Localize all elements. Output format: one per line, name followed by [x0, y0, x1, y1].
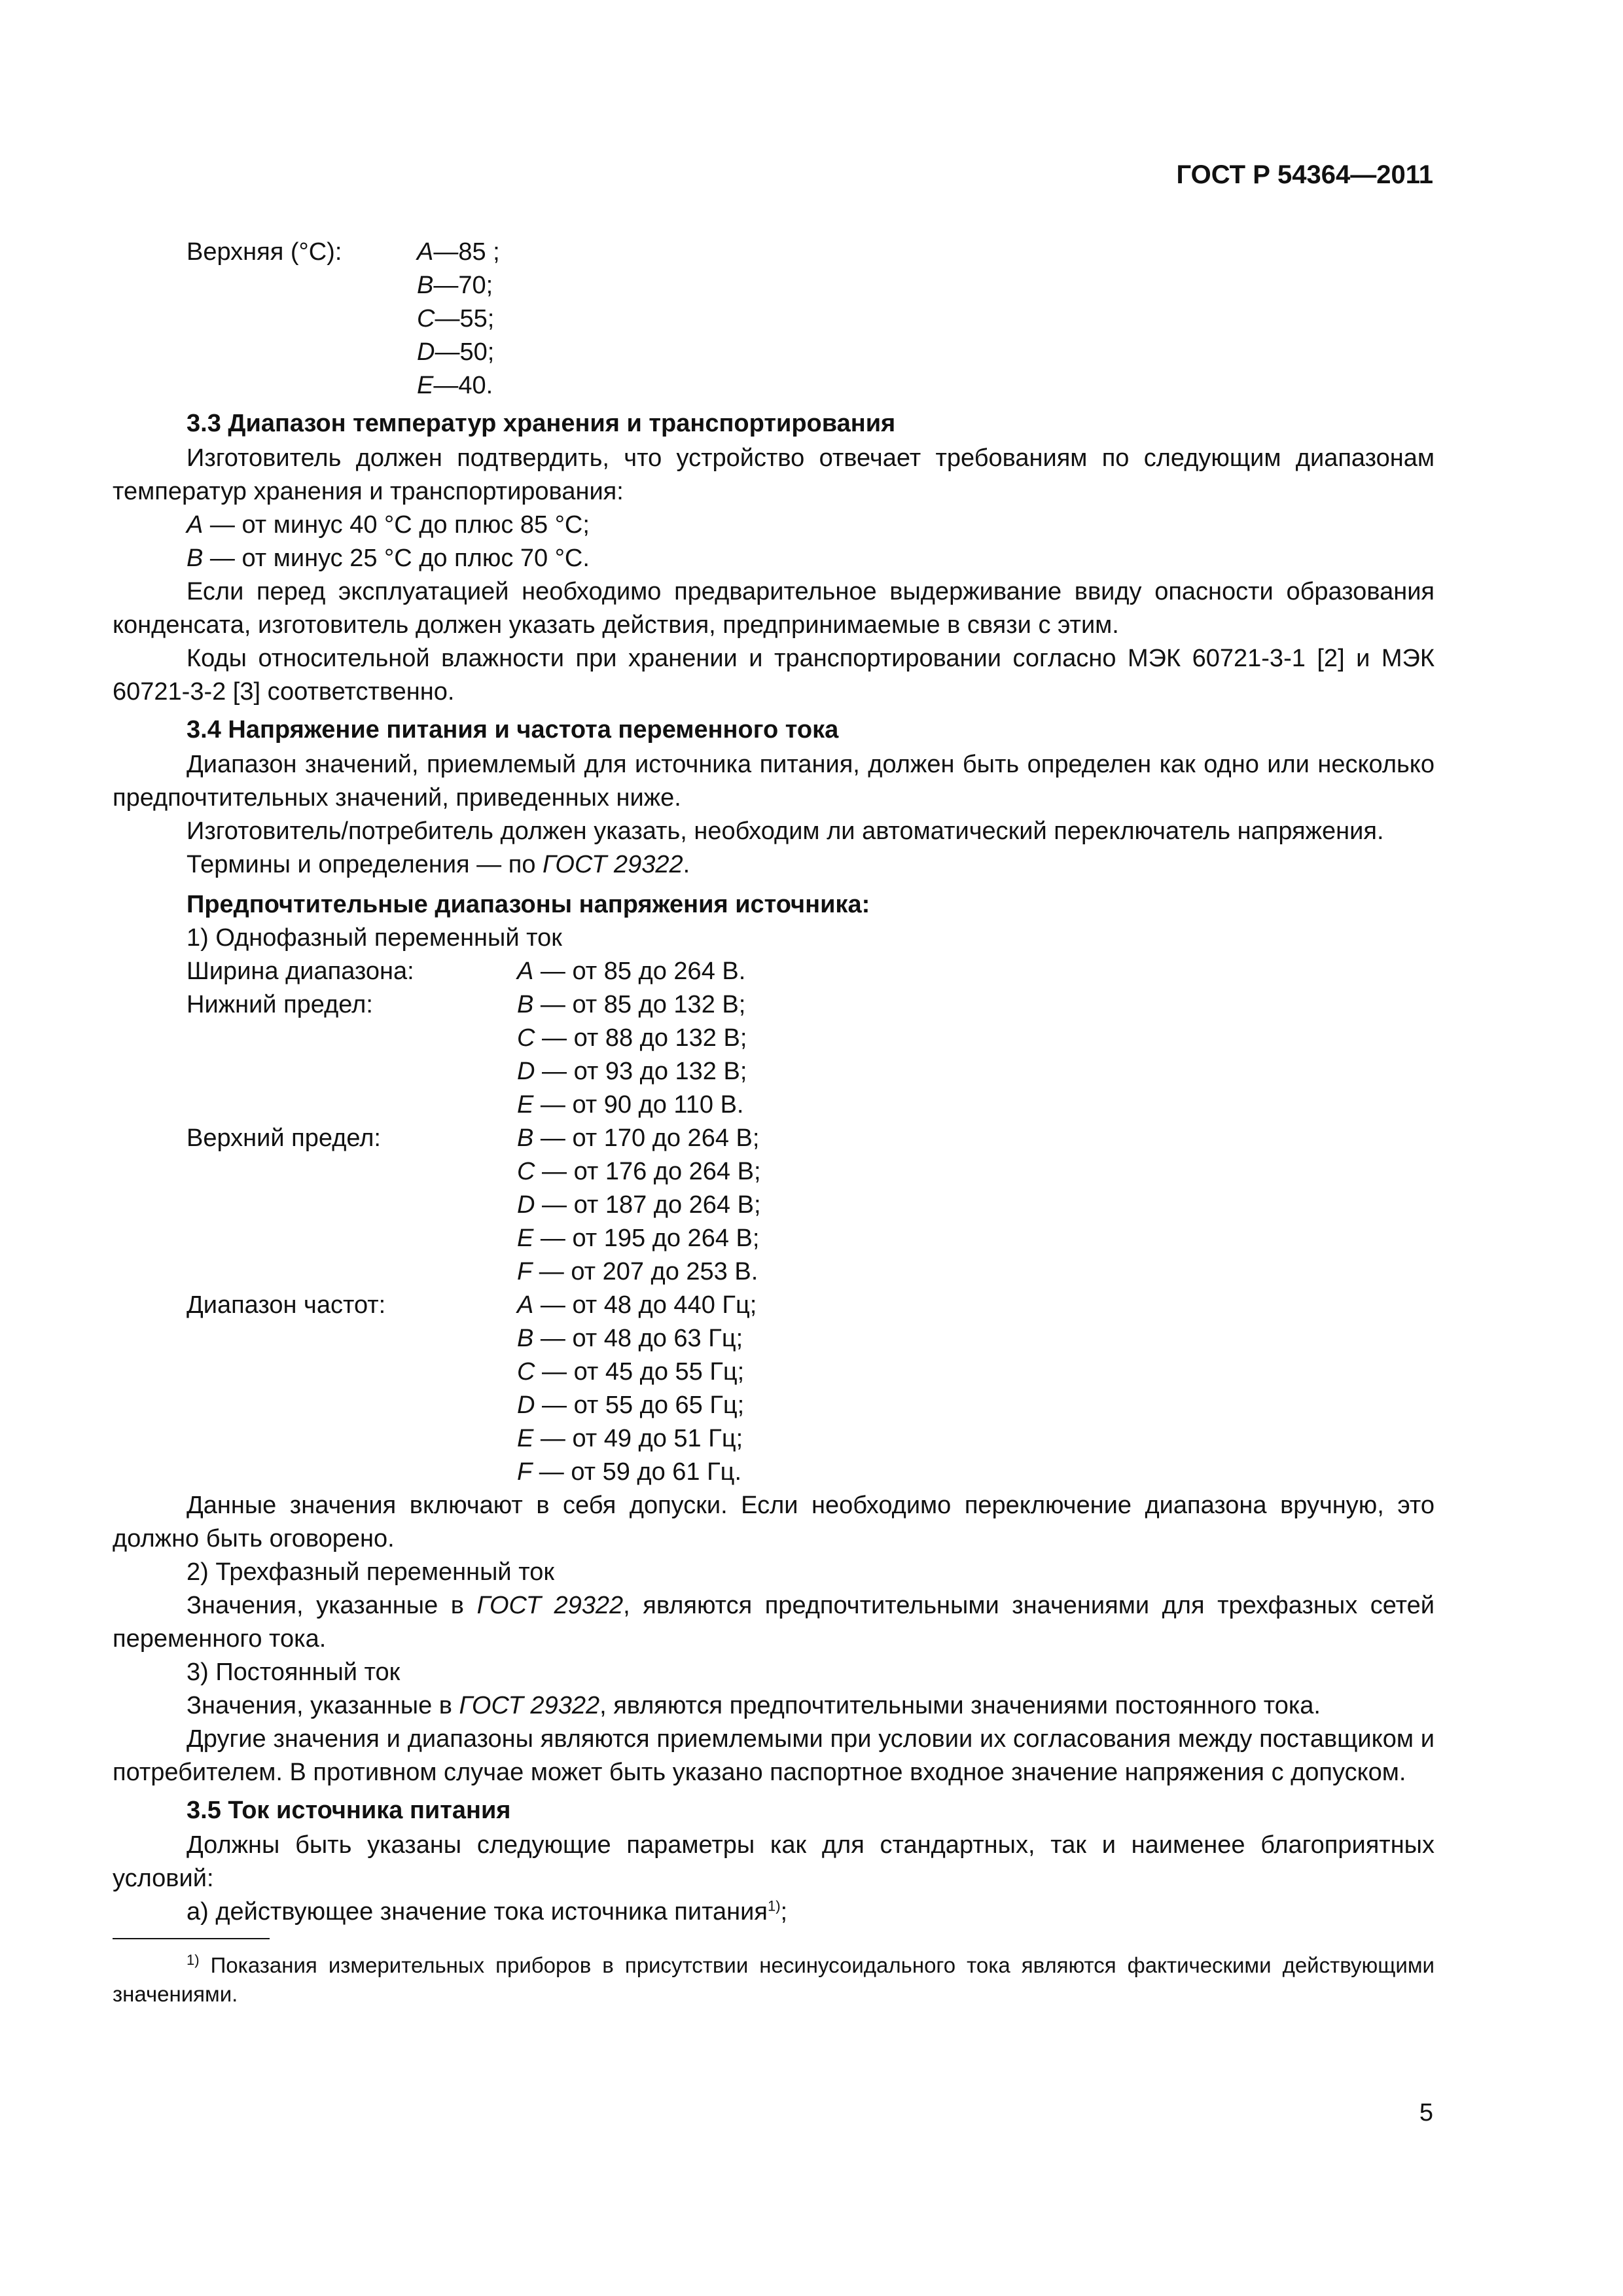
- range-width-block: [113, 955, 1435, 988]
- page-content: [113, 236, 1435, 2009]
- upper-temp-block: [113, 236, 1435, 403]
- range-item: D — от 93 до 132 В;: [517, 1058, 747, 1085]
- paragraph: Значения, указанные в ГОСТ 29322, являются предпочтительными значениями постоянного тока.: [187, 1692, 1321, 1719]
- upper-temp-item: С—55;: [417, 305, 495, 332]
- range-width-label: Ширина диапазона:: [187, 958, 414, 985]
- upper-temp-item: E—40.: [417, 372, 493, 399]
- paragraph: Изготовитель/потребитель должен указать, необходим ли автоматический переключатель напряжения.: [187, 817, 1384, 845]
- range-item: А — от 85 до 264 В.: [517, 958, 746, 985]
- upper-temp-item: D—50;: [417, 338, 495, 366]
- lower-limit-label: Нижний предел:: [187, 991, 373, 1018]
- range-width-values: [517, 955, 1435, 988]
- list-item: 3) Постоянный ток: [187, 1659, 401, 1686]
- paragraph: Данные значения включают в себя допуски. Если необходимо переключение диапазона вручную, это должно быть оговорено.: [113, 1492, 1435, 1552]
- paragraph: Другие значения и диапазоны являются приемлемыми при условии их согласования между поставщиком и потребителем. В противном случае может быть указано паспортное входное значение напряжения с допуском.: [113, 1725, 1435, 1786]
- footnote-mark: 1): [187, 1952, 200, 1968]
- range-item: А — от 48 до 440 Гц;: [517, 1291, 757, 1319]
- upper-limit-block: [113, 1122, 1435, 1289]
- range-item: С — от 45 до 55 Гц;: [517, 1358, 745, 1386]
- range-item: В — от 48 до 63 Гц;: [517, 1325, 743, 1352]
- list-item: 1) Однофазный переменный ток: [187, 924, 562, 952]
- upper-temp-label: Верхняя (°C):: [187, 238, 342, 266]
- range-item: E — от 49 до 51 Гц;: [517, 1425, 743, 1452]
- footnote: $^{1)}$ Показания измерительных приборов в присутствии несинусоидального тока являются фактическими действующими значениями.: [113, 1952, 1435, 2006]
- standard-reference: ГОСТ 29322: [459, 1692, 600, 1719]
- lower-limit-values: [517, 988, 1435, 1122]
- frequency-range-block: [113, 1289, 1435, 1489]
- section-3-3-title: 3.3 Диапазон температур хранения и транспортирования: [187, 410, 896, 437]
- paragraph: Должны быть указаны следующие параметры как для стандартных, так и наименее благоприятных условий:: [113, 1831, 1435, 1892]
- range-item: D — от 187 до 264 В;: [517, 1191, 761, 1219]
- lower-limit-block: [113, 988, 1435, 1122]
- range-item: В — от 85 до 132 В;: [517, 991, 746, 1018]
- range-item: С — от 176 до 264 В;: [517, 1158, 761, 1185]
- list-item: 2) Трехфазный переменный ток: [187, 1558, 554, 1586]
- frequency-range-values: [517, 1289, 1435, 1489]
- range-item: С — от 88 до 132 В;: [517, 1024, 747, 1052]
- footnote-divider: [113, 1938, 270, 1939]
- paragraph: Значения, указанные в ГОСТ 29322, являются предпочтительными значениями для трехфазных сетей переменного тока.: [113, 1592, 1435, 1653]
- range-item: E — от 90 до 110 В.: [517, 1091, 744, 1119]
- preferred-ranges-subtitle: Предпочтительные диапазоны напряжения источника:: [187, 891, 870, 918]
- upper-temp-values: [417, 236, 1435, 403]
- page-number: 5: [1419, 2099, 1433, 2126]
- list-item: В — от минус 25 °С до плюс 70 °С.: [187, 545, 590, 572]
- range-item: E — от 195 до 264 В;: [517, 1225, 760, 1252]
- upper-limit-values: [517, 1122, 1435, 1289]
- document-header: ГОСТ Р 54364—2011: [1176, 160, 1433, 189]
- range-item: F — от 59 до 61 Гц.: [517, 1458, 742, 1486]
- list-item: а) действующее значение тока источника питания$^{1)}$;: [187, 1897, 788, 1926]
- paragraph: Диапазон значений, приемлемый для источника питания, должен быть определен как одно или несколько предпочтительных значений, приведенных ниже.: [113, 751, 1435, 812]
- paragraph: Термины и определения — по ГОСТ 29322.: [187, 851, 690, 878]
- upper-limit-label: Верхний предел:: [187, 1124, 381, 1152]
- standard-reference: ГОСТ 29322: [476, 1592, 624, 1619]
- footnote-ref: 1): [767, 1897, 781, 1914]
- range-item: D — от 55 до 65 Гц;: [517, 1391, 745, 1419]
- paragraph: Коды относительной влажности при хранении и транспортировании согласно МЭК 60721-3-1 [2] и МЭК 60721-3-2 [3] соответственно.: [113, 645, 1435, 706]
- paragraph: Изготовитель должен подтвердить, что устройство отвечает требованиям по следующим диапазонам температур хранения и транспортирования:: [113, 444, 1435, 505]
- range-item: В — от 170 до 264 В;: [517, 1124, 760, 1152]
- list-item: А — от минус 40 °С до плюс 85 °С;: [187, 511, 590, 539]
- section-3-4-title: 3.4 Напряжение питания и частота переменного тока: [187, 716, 839, 744]
- paragraph: Если перед эксплуатацией необходимо предварительное выдерживание ввиду опасности образования конденсата, изготовитель должен указать действия, предпринимаемые в связи с этим.: [113, 578, 1435, 639]
- frequency-range-label: Диапазон частот:: [187, 1291, 386, 1319]
- standard-reference: ГОСТ 29322: [543, 851, 683, 878]
- upper-temp-item: В—70;: [417, 272, 493, 299]
- range-item: F — от 207 до 253 В.: [517, 1258, 758, 1285]
- upper-temp-item: А—85 ;: [417, 238, 500, 266]
- section-3-5-title: 3.5 Ток источника питания: [187, 1797, 511, 1824]
